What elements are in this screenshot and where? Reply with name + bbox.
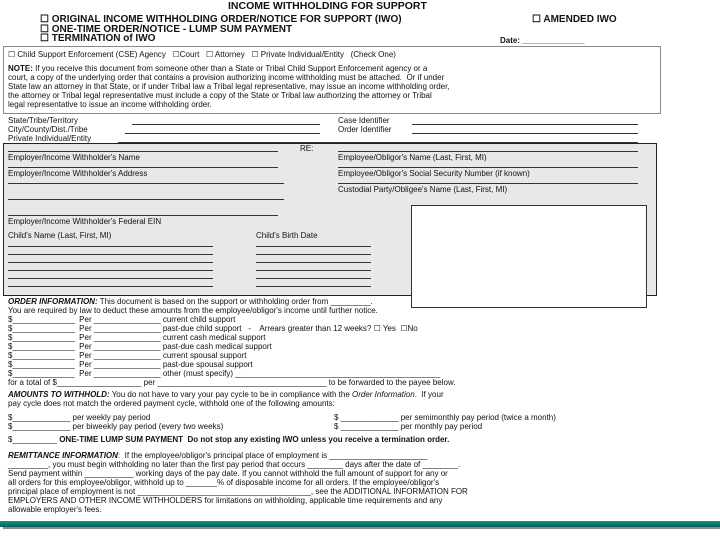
child-dob-input[interactable] xyxy=(256,278,371,279)
footer-bar-shadow xyxy=(3,527,720,529)
remittance-line: all orders for this employee/obligor, withhold up to _______% of disposable income for all orders. If the employee/obligor's xyxy=(8,478,440,487)
employer-address-line-3[interactable] xyxy=(8,199,284,200)
note-label: NOTE: xyxy=(8,64,33,73)
order-info-line-2: You are required by law to deduct these amounts from the employee/obligor's income until further notice. xyxy=(8,306,378,315)
remittance-text: : If the employee/obligor's principal place of employment is ______________________ xyxy=(117,451,428,460)
order-row-other[interactable]: $______________ Per _______________ other (must specify) ______________________________________________ xyxy=(8,369,440,378)
child-dob-input[interactable] xyxy=(256,262,371,263)
note-line-3: State law an attorney in that State, or if under Tribal law a Tribal legal representative, may issue an income withholding order, xyxy=(8,82,450,91)
employer-name-label: Employer/Income Withholder's Name xyxy=(8,153,140,162)
order-row-pastdue-child[interactable]: $______________ Per _______________ past-due child support - Arrears greater than 12 weeks? ☐ Yes ☐No xyxy=(8,324,418,333)
case-id-input[interactable] xyxy=(412,124,638,125)
remittance-line: _________, you must begin withholding no later than the first pay period that occurs ________ days after the date of ________. xyxy=(8,460,461,469)
lump-sum-row xyxy=(8,435,449,444)
child-name-input[interactable] xyxy=(8,278,213,279)
city-input[interactable] xyxy=(125,133,320,134)
order-row-current-spousal[interactable]: $______________ Per _______________ current spousal support xyxy=(8,351,247,360)
date-field[interactable]: Date: ______________ xyxy=(500,36,585,45)
employer-address-input[interactable] xyxy=(8,167,278,168)
order-info-intro xyxy=(8,297,373,306)
checkbox-lump-sum[interactable]: ☐ ONE-TIME ORDER/NOTICE - LUMP SUM PAYMENT xyxy=(40,24,293,35)
child-name-input[interactable] xyxy=(8,270,213,271)
employer-name-input[interactable] xyxy=(8,151,278,152)
remittance-line: EMPLOYERS AND OTHER INCOME WITHHOLDERS for limitations on withholding, applicable time requirements and any xyxy=(8,496,443,505)
order-info-reference: Order Information xyxy=(352,390,415,399)
lump-sum-text: ONE-TIME LUMP SUM PAYMENT Do not stop any existing IWO unless you receive a termination order. xyxy=(59,435,450,444)
order-row-pastdue-spousal[interactable]: $______________ Per _______________ past-due spousal support xyxy=(8,360,253,369)
employer-ein-label: Employer/Income Withholder's Federal EIN xyxy=(8,217,162,226)
custodial-name-input[interactable] xyxy=(338,183,638,184)
note-line-1 xyxy=(8,64,427,73)
state-label: State/Tribe/Territory xyxy=(8,116,78,125)
order-row-current-child[interactable]: $______________ Per _______________ current child support xyxy=(8,315,236,324)
remittance-line: principal place of employment is not _______________________________________, see the ADDITIONAL INFORMATION FOR xyxy=(8,487,468,496)
obligor-name-input[interactable] xyxy=(338,151,638,152)
child-dob-input[interactable] xyxy=(256,270,371,271)
checkbox-original-iwo[interactable]: ☐ ORIGINAL INCOME WITHHOLDING ORDER/NOTICE FOR SUPPORT (IWO) xyxy=(40,14,402,25)
child-dob-input[interactable] xyxy=(256,286,371,287)
biweekly-amount[interactable]: $_____________ per biweekly pay period (every two weeks) xyxy=(8,422,224,431)
note-line-2: court, a copy of the underlying order that contains a provision authorizing income withholding must be attached. Or if under xyxy=(8,73,445,82)
child-name-input[interactable] xyxy=(8,246,213,247)
employer-address-label: Employer/Income Withholder's Address xyxy=(8,169,148,178)
order-row-pastdue-medical[interactable]: $______________ Per _______________ past-due cash medical support xyxy=(8,342,272,351)
remittance-label: REMITTANCE INFORMATION xyxy=(8,451,118,460)
child-name-input[interactable] xyxy=(8,262,213,263)
employer-ein-input[interactable] xyxy=(8,215,278,216)
order-info-label: ORDER INFORMATION: xyxy=(8,297,98,306)
remittance-address-box[interactable] xyxy=(411,205,647,308)
city-label: City/County/Dist./Tribe xyxy=(8,125,88,134)
child-name-label: Child's Name (Last, First, MI) xyxy=(8,231,112,240)
state-input[interactable] xyxy=(132,124,320,125)
child-dob-input[interactable] xyxy=(256,254,371,255)
form-title: INCOME WITHHOLDING FOR SUPPORT xyxy=(228,0,427,12)
obligor-name-label: Employee/Obligor's Name (Last, First, MI) xyxy=(338,153,487,162)
amounts-intro xyxy=(8,390,444,399)
remittance-intro xyxy=(8,451,427,460)
remittance-line: Send payment within ___________ working days of the pay date. If you cannot withhold the full amount of support for any or xyxy=(8,469,448,478)
remittance-line: allowable employer's fees. xyxy=(8,505,102,514)
note-line-5: legal representative to issue an income withholding order. xyxy=(8,100,212,109)
employer-address-line-2[interactable] xyxy=(8,183,284,184)
order-total[interactable]: for a total of $___________________ per ______________________________________ to be forwarded to the payee below. xyxy=(8,378,456,387)
amounts-text-end: . If your xyxy=(414,390,444,399)
custodial-name-label: Custodial Party/Obligee's Name (Last, First, MI) xyxy=(338,185,508,194)
amounts-text: You do not have to vary your pay cycle to be in compliance with the xyxy=(109,390,352,399)
amounts-line-2: pay cycle does not match the ordered payment cycle, withhold one of the following amounts: xyxy=(8,399,335,408)
weekly-amount[interactable]: $_____________ per weekly pay period xyxy=(8,413,151,422)
order-id-input[interactable] xyxy=(412,133,638,134)
child-dob-input[interactable] xyxy=(256,246,371,247)
note-text: If you receive this document from someone other than a State or Tribal Child Support Enforcement agency or a xyxy=(32,64,428,73)
obligor-ssn-input[interactable] xyxy=(338,167,638,168)
checkbox-termination[interactable]: ☐ TERMINATION of IWO xyxy=(40,33,156,44)
obligor-ssn-label: Employee/Obligor's Social Security Number (if known) xyxy=(338,169,530,178)
order-id-label: Order Identifier xyxy=(338,125,392,134)
order-row-current-medical[interactable]: $______________ Per _______________ current cash medical support xyxy=(8,333,266,342)
child-name-input[interactable] xyxy=(8,254,213,255)
note-line-4: the attorney or Tribal legal representative must include a copy of the State or Tribal law authorizing the attorney or Tribal xyxy=(8,91,432,100)
monthly-amount[interactable]: $ _____________ per monthly pay period xyxy=(334,422,483,431)
lump-sum-amount[interactable]: $__________ xyxy=(8,435,57,444)
order-info-text: This document is based on the support or withholding order from _________. xyxy=(97,297,373,306)
checkbox-amended-iwo[interactable]: ☐ AMENDED IWO xyxy=(532,14,617,25)
case-id-label: Case Identifier xyxy=(338,116,390,125)
amounts-label: AMOUNTS TO WITHHOLD: xyxy=(8,390,110,399)
semimonthly-amount[interactable]: $ _____________ per semimonthly pay period (twice a month) xyxy=(334,413,556,422)
child-name-input[interactable] xyxy=(8,286,213,287)
re-label: RE: xyxy=(300,144,314,153)
child-dob-label: Child's Birth Date xyxy=(256,231,318,240)
sender-type-checkboxes[interactable]: ☐ Child Support Enforcement (CSE) Agency ☐Court ☐ Attorney ☐ Private Individual/Entity (Check One) xyxy=(8,50,396,59)
private-entity-label: Private Individual/Entity xyxy=(8,134,92,143)
